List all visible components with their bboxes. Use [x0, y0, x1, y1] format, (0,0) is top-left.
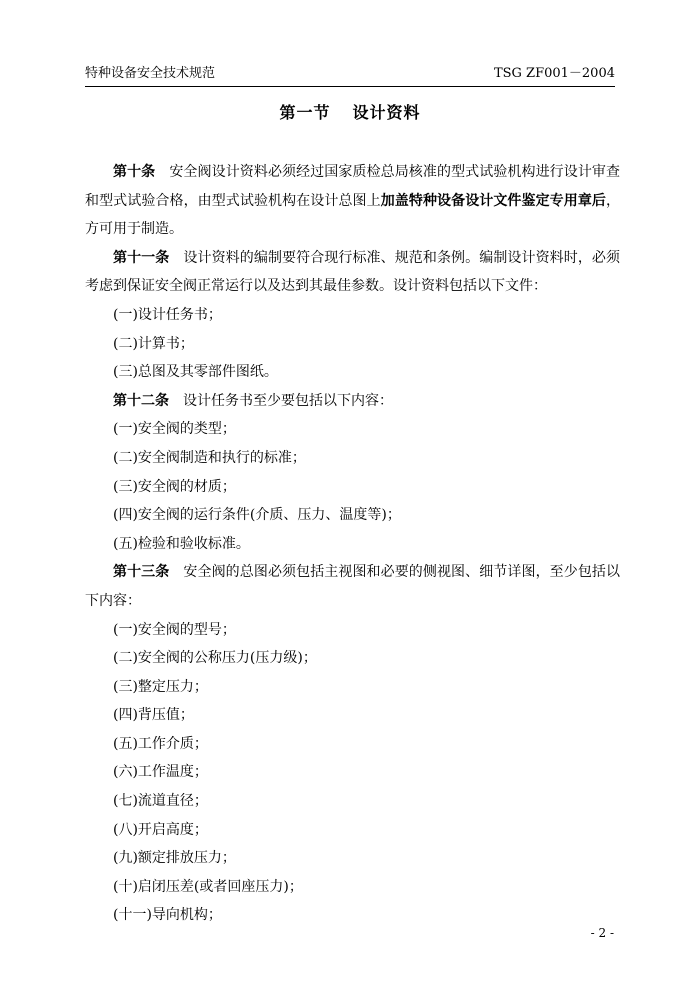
list-item: (三)整定压力； [113, 678, 208, 695]
header-doc-code: TSG ZF001－2004 [493, 66, 615, 81]
section-name: 设计资料 [352, 103, 421, 122]
article-label: 第十三条 [113, 564, 170, 581]
list-item: (八)开启高度； [113, 821, 208, 838]
list-item: (一)设计任务书； [113, 306, 222, 323]
article-label: 第十二条 [113, 392, 169, 409]
list-item: (五)检验和验收标准。 [113, 535, 250, 552]
list-item: (四)安全阀的运行条件(介质、压力、温度等)； [113, 507, 401, 524]
list-item: (三)安全阀的材质； [113, 478, 236, 495]
article-13 [85, 558, 620, 615]
section-number: 第一节 [279, 103, 331, 122]
article-12-items [85, 415, 620, 558]
list-item: (二)安全阀的公称压力(压力级)； [113, 650, 317, 667]
article-text: 设计资料的编制要符合现行标准、规范和条例。编制设计资料时，必须考虑到保证安全阀正常运行以及达到其最佳参数。设计资料包括以下文件： [85, 249, 620, 295]
list-item: (七)流道直径； [113, 793, 208, 810]
article-11-items [85, 301, 620, 387]
section-title [0, 100, 700, 123]
article-text-tail: ，方可用于制造。 [85, 192, 620, 238]
list-item: (五)工作介质； [113, 735, 208, 752]
list-item: (四)背压值； [113, 707, 194, 724]
list-item: (一)安全阀的型号； [113, 621, 236, 638]
list-item: (一)安全阀的类型； [113, 421, 236, 438]
article-text: 安全阀设计资料必须经过国家质检总局核准的型式试验机构进行设计审查和型式试验合格，由型式试验机构在设计总图上 [85, 164, 621, 209]
list-item: (三)总图及其零部件图纸。 [113, 364, 278, 381]
header-doc-category: 特种设备安全技术规范 [85, 66, 216, 81]
page-number: - 2 - [590, 926, 614, 940]
article-label: 第十一条 [113, 249, 170, 266]
article-13-items [85, 616, 620, 931]
article-text: 安全阀的总图必须包括主视图和必要的侧视图、细节详图，至少包括以下内容： [85, 564, 620, 609]
article-highlight: 加盖特种设备设计文件鉴定专用章后 [380, 192, 606, 209]
list-item: (十)启闭压差(或者回座压力)； [113, 878, 303, 895]
article-12 [85, 387, 620, 416]
article-label: 第十条 [113, 164, 156, 180]
list-item: (十一)导向机构； [113, 907, 222, 924]
document-body [85, 158, 620, 930]
article-text: 设计任务书至少要包括以下内容： [183, 392, 393, 409]
article-10 [85, 158, 620, 244]
list-item: (六)工作温度； [113, 764, 208, 781]
article-11 [85, 244, 620, 301]
list-item: (九)额定排放压力； [113, 850, 236, 867]
list-item: (二)安全阀制造和执行的标准； [113, 449, 306, 466]
page-header [85, 62, 615, 87]
list-item: (二)计算书； [113, 335, 194, 352]
